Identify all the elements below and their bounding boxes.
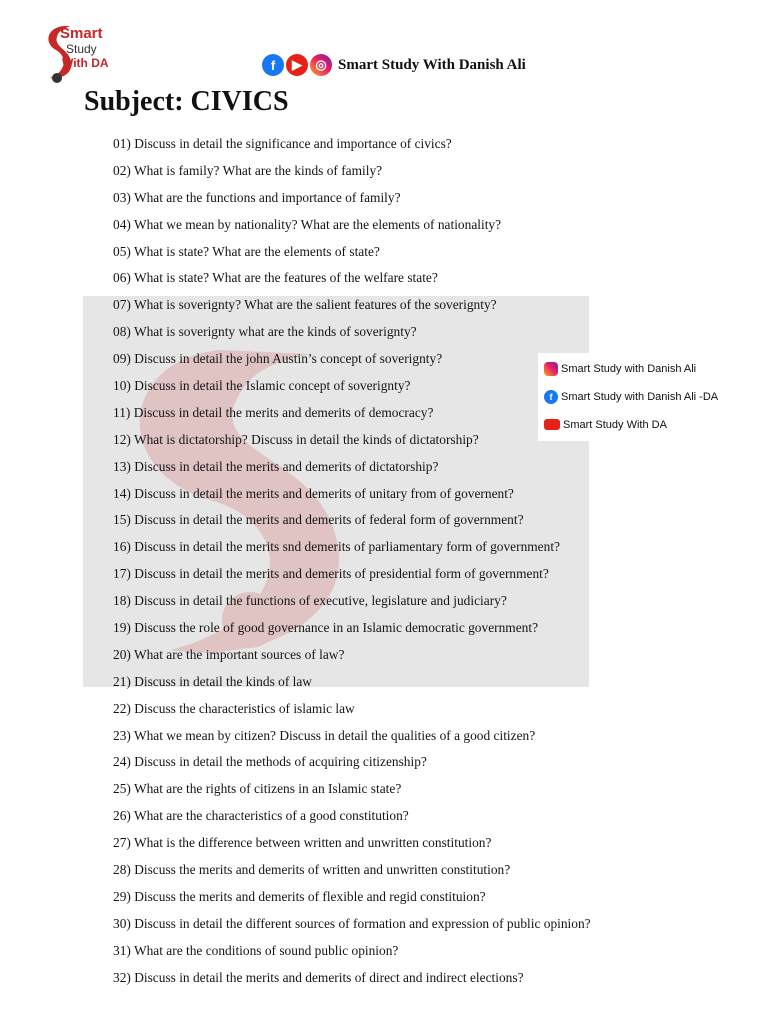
logo-line-1: Smart	[60, 25, 103, 42]
social-youtube-label: Smart Study With DA	[563, 418, 667, 431]
question-item: 01) Discuss in detail the significance and importance of civics?	[113, 136, 452, 151]
brand-name: Smart Study With Danish Ali	[338, 56, 526, 73]
question-item: 32) Discuss in detail the merits and demerits of direct and indirect elections?	[113, 969, 524, 985]
question-item: 22) Discuss the characteristics of islamic law	[113, 700, 355, 716]
logo-line-2: Study	[66, 42, 97, 56]
question-item: 15) Discuss in detail the merits and demerits of federal form of government?	[113, 512, 524, 528]
logo-line-3: With DA	[62, 56, 109, 70]
question-item: 25) What are the rights of citizens in an Islamic state?	[113, 781, 402, 797]
youtube-icon[interactable]: ▶	[286, 54, 308, 76]
question-item: 31) What are the conditions of sound public opinion?	[113, 942, 399, 958]
question-item: 10) Discuss in detail the Islamic concept of soverignty?	[113, 378, 411, 394]
social-links-box	[538, 353, 722, 441]
question-item: 14) Discuss in detail the merits and demerits of unitary from of governent?	[113, 485, 514, 501]
question-item: 29) Discuss the merits and demerits of flexible and regid constituion?	[113, 888, 486, 904]
smart-study-logo	[40, 20, 130, 84]
social-youtube[interactable]	[538, 412, 722, 437]
question-item: 28) Discuss the merits and demerits of written and unwritten constitution?	[113, 862, 511, 878]
question-item: 13) Discuss in detail the merits and demerits of dictatorship?	[113, 458, 439, 474]
youtube-icon	[544, 419, 560, 430]
instagram-icon[interactable]: ◎	[310, 54, 332, 76]
question-item: 11) Discuss in detail the merits and demerits of democracy?	[113, 404, 434, 420]
question-item: 05) What is state? What are the elements of state?	[113, 243, 380, 259]
question-item: 16) Discuss in detail the merits snd demerits of parliamentary form of government?	[113, 539, 560, 555]
question-item: 04) What we mean by nationality? What are the elements of nationality?	[113, 216, 502, 232]
question-item: 19) Discuss the role of good governance in an Islamic democratic government?	[113, 620, 539, 636]
question-item: 18) Discuss in detail the functions of executive, legislature and judiciary?	[113, 593, 507, 609]
question-item: 08) What is soverignty what are the kinds of soverignty?	[113, 324, 417, 340]
question-item: 23) What we mean by citizen? Discuss in detail the qualities of a good citizen?	[113, 727, 536, 743]
question-item: 09) Discuss in detail the john Austin’s concept of soverignty?	[113, 351, 443, 367]
question-item: 07) What is soverignty? What are the salient features of the soverignty?	[113, 297, 497, 313]
question-item: 24) Discuss in detail the methods of acquiring citizenship?	[113, 754, 427, 770]
question-item: 20) What are the important sources of law?	[113, 646, 345, 662]
question-item: 17) Discuss in detail the merits and demerits of presidential form of government?	[113, 566, 549, 582]
question-item: 12) What is dictatorship? Discuss in detail the kinds of dictatorship?	[113, 431, 479, 447]
social-facebook[interactable]	[538, 384, 722, 409]
question-item: 30) Discuss in detail the different sources of formation and expression of public opinion?	[113, 915, 591, 931]
question-item: 21) Discuss in detail the kinds of law	[113, 673, 312, 689]
brand-header	[262, 54, 526, 76]
page-title: Subject: CIVICS	[84, 86, 289, 117]
question-list	[113, 134, 591, 995]
social-instagram[interactable]	[538, 356, 722, 381]
question-item: 27) What is the difference between written and unwritten constitution?	[113, 835, 492, 851]
instagram-icon	[544, 362, 558, 376]
question-item: 03) What are the functions and importance of family?	[113, 189, 401, 205]
social-facebook-label: Smart Study with Danish Ali -DA	[561, 390, 719, 403]
question-item: 06) What is state? What are the features of the welfare state?	[113, 270, 438, 286]
facebook-icon[interactable]: f	[262, 54, 284, 76]
facebook-icon: f	[544, 390, 558, 404]
question-item: 02) What is family? What are the kinds of family?	[113, 162, 383, 178]
social-instagram-label: Smart Study with Danish Ali	[561, 362, 697, 375]
question-item: 26) What are the characteristics of a good constitution?	[113, 808, 409, 824]
